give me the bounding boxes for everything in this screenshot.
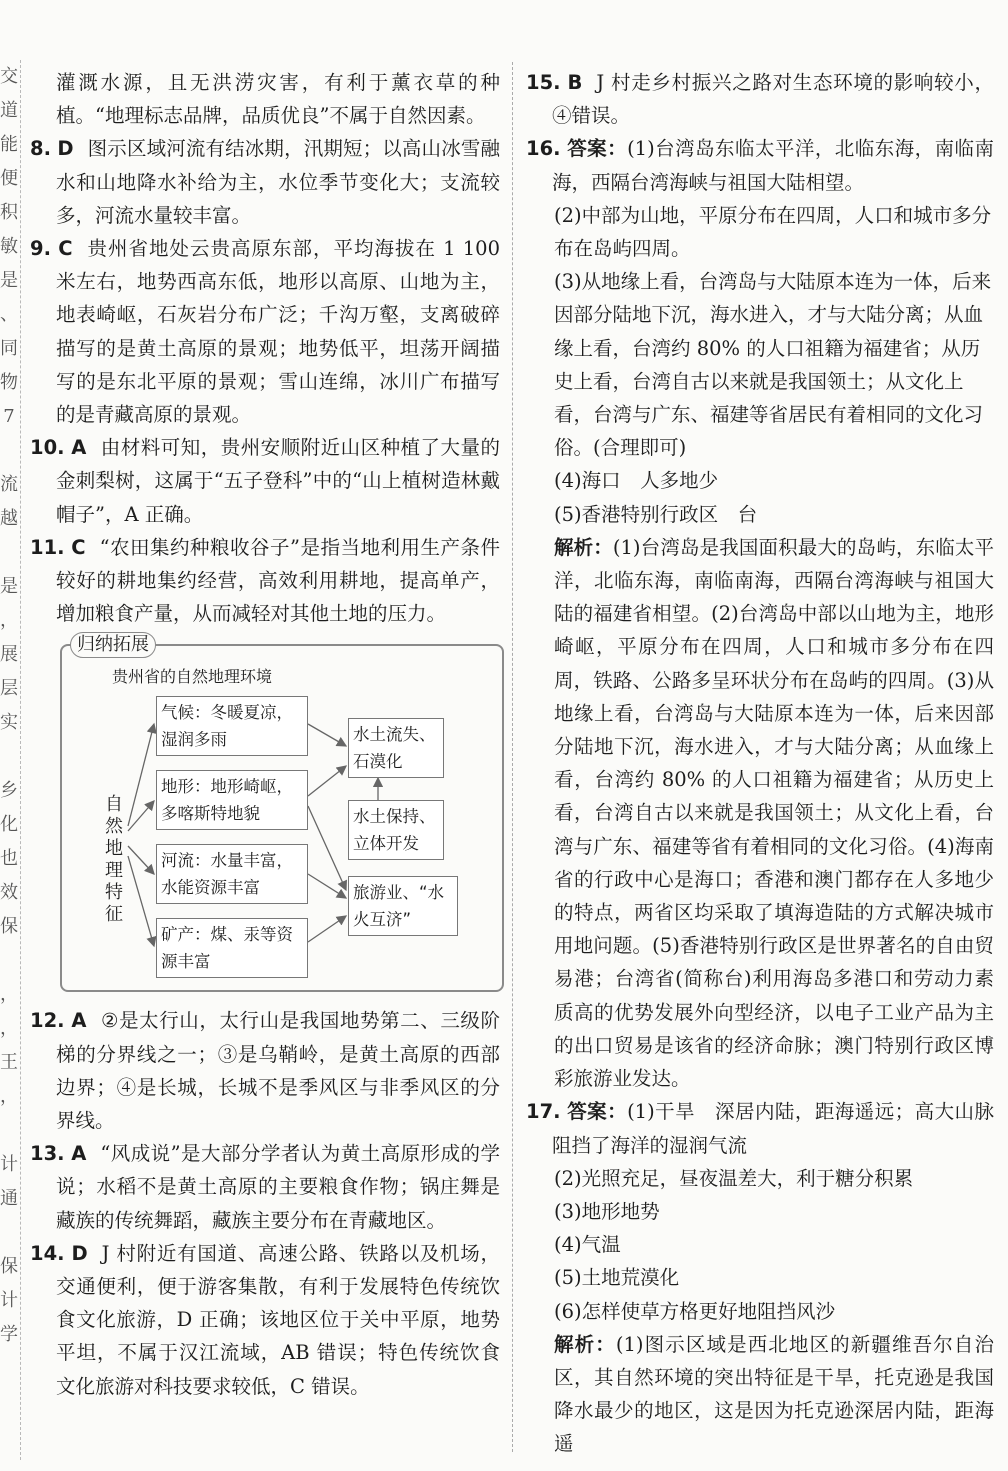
margin-char: 同 bbox=[0, 338, 18, 359]
margin-char: 、 bbox=[0, 304, 18, 325]
margin-char: ， bbox=[0, 610, 18, 631]
answer-item-15 bbox=[526, 66, 994, 132]
result-conservation: 水土保持、立体开发 bbox=[348, 800, 444, 860]
answer-17-part-3: (3)地形地势 bbox=[554, 1199, 660, 1223]
margin-char: ， bbox=[0, 1018, 18, 1039]
summary-diagram bbox=[60, 634, 504, 992]
answer-16-part-3: (3)从地缘上看，台湾岛与大陆原本连为一体，后来因部分陆地下沉，海水进入，才与大陆分离；从血缘上看，台湾约 80% 的人口祖籍为福建省；从历史上看，台湾自古以来就是我国领土；从文化上看，台湾与广东、福建等省居民有着相同的文化习俗。(合理即可) bbox=[554, 270, 992, 460]
margin-char: 层 bbox=[0, 678, 18, 699]
answer-item-10 bbox=[30, 431, 500, 531]
item-explanation: J 村走乡村振兴之路对生态环境的影响较小，④错误。 bbox=[552, 71, 994, 128]
answer-part-1: (1)干旱 深居内陆，距海遥远；高大山脉阻挡了海洋的湿润气流 bbox=[552, 1100, 994, 1157]
analysis-17 bbox=[526, 1328, 994, 1461]
item-number: 10. bbox=[30, 436, 65, 460]
answer-item-16 bbox=[526, 132, 994, 198]
analysis-label: 解析： bbox=[554, 535, 613, 559]
item-explanation: “农田集约种粮收谷子”是指当地利用生产条件较好的耕地集约经营，高效利用耕地，提高单产，增加粮食产量，从而减轻对其他土地的压力。 bbox=[56, 535, 500, 626]
margin-char: 保 bbox=[0, 1256, 18, 1277]
answer-17-part-2: (2)光照充足，昼夜温差大，利于糖分积累 bbox=[554, 1166, 914, 1190]
margin-char: 能 bbox=[0, 134, 18, 155]
answer-label: 答案： bbox=[567, 1100, 628, 1124]
margin-char: 效 bbox=[0, 882, 18, 903]
analysis-text: (1)台湾岛是我国面积最大的岛屿，东临太平洋，北临东海，南临南海，西隔台湾海峡与祖国大陆的福建省相望。(2)台湾岛中部以山地为主，地形崎岖，平原分布在四周，人口和城市多分布在四周，铁路、公路多呈环状分布在岛屿的四周。(3)从地缘上看，台湾岛与大陆原本连为一体，后来因部分陆地下沉，海水进入，才与大陆分离；从血缘上看，台湾约 80% 的人口祖籍为福建省；从历史上看，台湾自古以来就是我国领土；从文化上看，台湾与广东、福建等省有着相同的文化习俗。(4)海南省的行政中心是海口；香港和澳门都存在人多地少的特点，两省区均采取了填海造陆的方式解决城市用地问题。(5)香港特别行政区是世界著名的自由贸易港；台湾省(简称台)利用海岛多港口和劳动力素质高的优势发展外向型经济，以电子工业产品为主的出口贸易是该省的经济命脉；澳门特别行政区博彩旅游业发达。 bbox=[554, 535, 994, 1091]
margin-char: 物 bbox=[0, 372, 18, 393]
item-answer: A bbox=[71, 436, 87, 460]
margin-char: 保 bbox=[0, 916, 18, 937]
analysis-label: 解析： bbox=[554, 1332, 616, 1356]
answer-17-part-6: (6)怎样使草方格更好地阻挡风沙 bbox=[554, 1299, 836, 1323]
item-answer: D bbox=[57, 137, 74, 161]
margin-char: 越 bbox=[0, 508, 18, 529]
diagram-root: 自然地理特征 bbox=[105, 794, 123, 926]
margin-char bbox=[0, 434, 18, 468]
margin-char: 计 bbox=[0, 1290, 18, 1311]
arrow-mineral-tourism bbox=[308, 916, 346, 942]
answer-item-9 bbox=[30, 232, 500, 431]
margin-char: 是 bbox=[0, 270, 18, 291]
item-answer: B bbox=[567, 71, 583, 94]
margin-char: 乡 bbox=[0, 780, 18, 801]
margin-char: 计 bbox=[0, 1154, 18, 1175]
margin-char: 流 bbox=[0, 474, 18, 495]
answer-part-1: (1)台湾岛东临太平洋，北临东海，南临南海，西隔台湾海峡与祖国大陆相望。 bbox=[552, 137, 994, 194]
margin-char bbox=[0, 536, 18, 570]
answer-item-14 bbox=[30, 1237, 500, 1403]
paragraph-continuation: 灌溉水源，且无洪涝灾害，有利于薰衣草的种植。“地理标志品牌，品质优良”不属于自然因素。 bbox=[56, 71, 500, 128]
right-column bbox=[526, 66, 994, 1461]
answer-16-part-4: (4)海口 人多地少 bbox=[554, 469, 719, 493]
left-margin-strip bbox=[0, 60, 21, 1460]
margin-char: 王 bbox=[0, 1052, 18, 1073]
left-column bbox=[30, 66, 500, 1403]
column-divider bbox=[512, 62, 513, 1452]
feature-climate: 气候：冬暖夏凉，湿润多雨 bbox=[156, 696, 308, 756]
answer-17-part-4: (4)气温 bbox=[554, 1233, 621, 1257]
analysis-text: (1)图示区域是西北地区的新疆维吾尔自治区，其自然环境的突出特征是干旱，托克逊是我国降水最少的地区，这是因为托克逊深居内陆，距海遥 bbox=[554, 1332, 994, 1456]
margin-char: 实 bbox=[0, 712, 18, 733]
arrow-climate-erosion bbox=[308, 724, 346, 746]
margin-char bbox=[0, 740, 18, 774]
item-number: 14. bbox=[30, 1241, 65, 1265]
margin-char bbox=[0, 1114, 18, 1148]
arrow-terrain-erosion bbox=[308, 766, 346, 796]
item-number: 16. bbox=[526, 137, 561, 161]
item-number: 13. bbox=[30, 1142, 65, 1166]
answer-label: 答案： bbox=[567, 137, 628, 161]
margin-char: 展 bbox=[0, 644, 18, 665]
margin-char: 是 bbox=[0, 576, 18, 597]
margin-char: 也 bbox=[0, 848, 18, 869]
margin-char: 学 bbox=[0, 1324, 18, 1345]
item-number: 11. bbox=[30, 535, 65, 559]
item-answer: D bbox=[71, 1241, 88, 1265]
margin-char: 道 bbox=[0, 100, 18, 121]
feature-mineral: 矿产：煤、汞等资源丰富 bbox=[156, 918, 308, 978]
result-erosion: 水土流失、石漠化 bbox=[348, 718, 444, 778]
diagram-title: 贵州省的自然地理环境 bbox=[112, 667, 273, 687]
arrow-root-terrain bbox=[128, 801, 154, 831]
item-answer: A bbox=[71, 1009, 87, 1033]
item-explanation: 由材料可知，贵州安顺附近山区种植了大量的金刺梨树，这属于“五子登科”中的“山上植树造林戴帽子”，A 正确。 bbox=[56, 436, 500, 526]
item-answer: C bbox=[71, 535, 86, 559]
margin-char bbox=[0, 1216, 18, 1250]
answer-16-part-2: (2)中部为山地，平原分布在四周，人口和城市多分布在岛屿四周。 bbox=[554, 203, 992, 261]
item-answer: A bbox=[71, 1142, 87, 1166]
margin-char: 便 bbox=[0, 168, 18, 189]
answer-item-8 bbox=[30, 132, 500, 232]
margin-char bbox=[0, 944, 18, 978]
answer-item-17 bbox=[526, 1095, 994, 1161]
item-explanation: ②是太行山，太行山是我国地势第二、三级阶梯的分界线之一；③是乌鞘岭，是黄土高原的西部边界；④是长城，长城不是季风区与非季风区的分界线。 bbox=[56, 1009, 500, 1133]
item-number: 15. bbox=[526, 71, 561, 94]
diagram-tag: 归纳拓展 bbox=[70, 632, 156, 658]
item-explanation: “风成说”是大部分学者认为黄土高原形成的学说；水稻不是黄土高原的主要粮食作物；锅庄舞是藏族的传统舞蹈，藏族主要分布在青藏地区。 bbox=[56, 1142, 500, 1232]
margin-char: 化 bbox=[0, 814, 18, 835]
margin-char: ， bbox=[0, 984, 18, 1005]
answer-item-11 bbox=[30, 531, 500, 631]
item-explanation: 贵州省地处云贵高原东部，平均海拔在 1 100 米左右，地势西高东低，地形以高原、山地为主，地表崎岖，石灰岩分布广泛；千沟万壑，支离破碎描写的是黄土高原的景观；地势低平，坦荡开阔描写的是东北平原的景观；雪山连绵，冰川广布描写的是青藏高原的景观。 bbox=[56, 237, 500, 427]
margin-char: 积 bbox=[0, 202, 18, 223]
item-answer: C bbox=[58, 237, 73, 261]
answer-item-13 bbox=[30, 1137, 500, 1237]
answer-item-12 bbox=[30, 1004, 500, 1137]
item-explanation: J 村附近有国道、高速公路、铁路以及机场，交通便利，便于游客集散，有利于发展特色传统饮食文化旅游，D 正确；该地区位于关中平原，地势平坦，不属于汉江流域，AB 错误；特色传统饮食文化旅游对科技要求较低，C 错误。 bbox=[56, 1241, 500, 1398]
item-number: 9. bbox=[30, 237, 51, 261]
item-number: 12. bbox=[30, 1009, 65, 1033]
item-number: 17. bbox=[526, 1100, 561, 1124]
item-number: 8. bbox=[30, 137, 51, 161]
arrow-root-climate bbox=[128, 724, 154, 826]
answer-16-part-5: (5)香港特别行政区 台 bbox=[554, 502, 758, 526]
feature-river: 河流：水量丰富，水能资源丰富 bbox=[156, 844, 308, 904]
result-tourism: 旅游业、“水火互济” bbox=[348, 876, 458, 936]
answer-17-part-5: (5)土地荒漠化 bbox=[554, 1266, 680, 1290]
margin-char: 7 bbox=[3, 406, 15, 427]
item-explanation: 图示区域河流有结冰期，汛期短；以高山冰雪融水和山地降水补给为主，水位季节变化大；支流较多，河流水量较丰富。 bbox=[56, 137, 500, 227]
margin-char: 交 bbox=[0, 66, 18, 87]
feature-terrain: 地形：地形崎岖，多喀斯特地貌 bbox=[156, 770, 308, 830]
analysis-16 bbox=[526, 531, 994, 1095]
margin-char: 敏 bbox=[0, 236, 18, 257]
margin-char: 通 bbox=[0, 1188, 18, 1209]
margin-char: ， bbox=[0, 1086, 18, 1107]
